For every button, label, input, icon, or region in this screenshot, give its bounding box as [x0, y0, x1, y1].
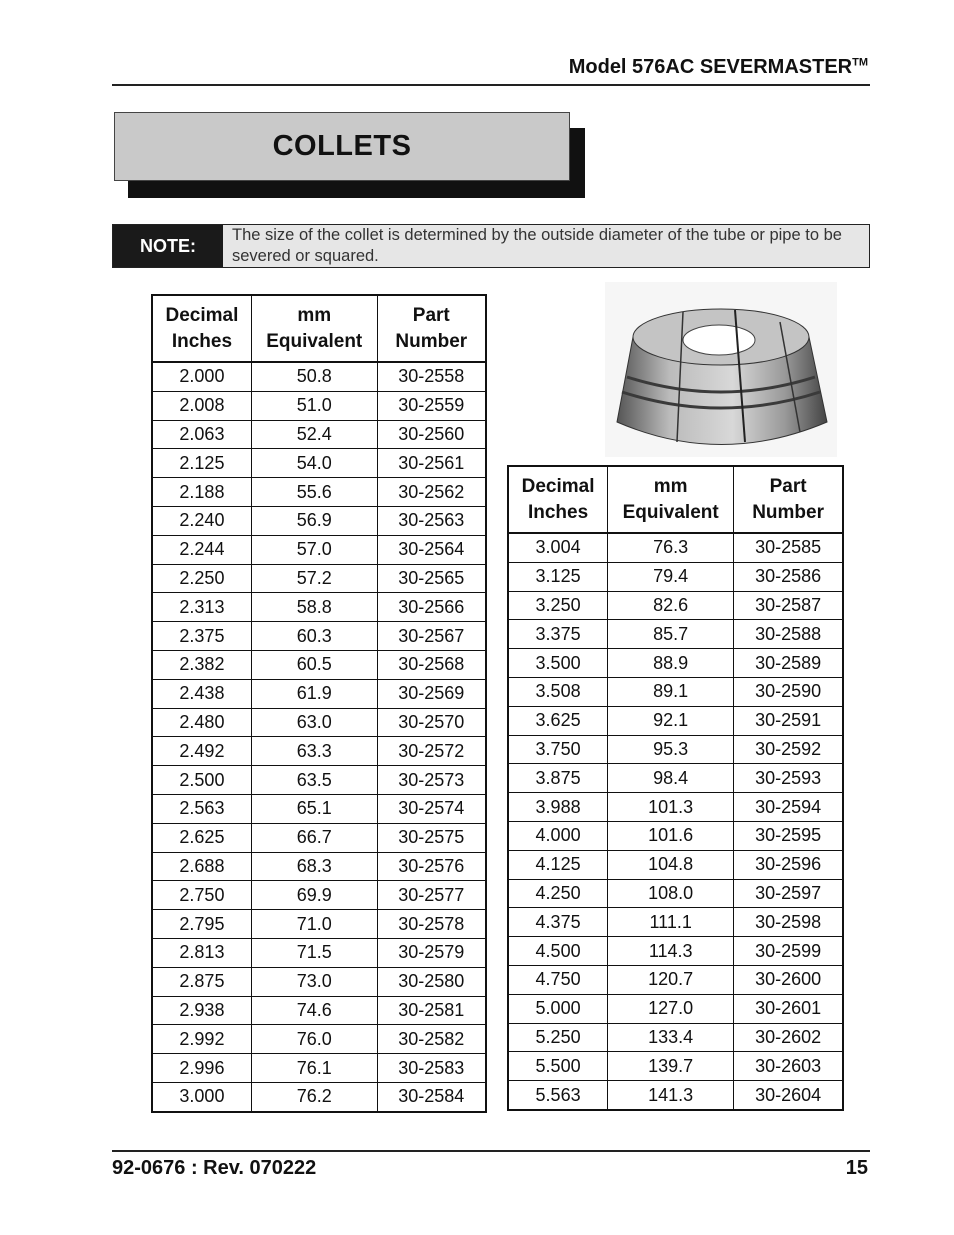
cell-part-number: 30-2577 — [377, 881, 486, 910]
cell-decimal-inches: 3.125 — [508, 562, 608, 591]
cell-part-number: 30-2595 — [734, 821, 843, 850]
cell-decimal-inches: 2.375 — [152, 622, 251, 651]
cell-part-number: 30-2586 — [734, 562, 843, 591]
cell-decimal-inches: 3.000 — [152, 1082, 251, 1111]
doc-number: 92-0676 : Rev. 070222 — [112, 1157, 317, 1179]
cell-mm-equivalent: 104.8 — [608, 850, 734, 879]
cell-decimal-inches: 3.625 — [508, 706, 608, 735]
cell-mm-equivalent: 73.0 — [251, 967, 377, 996]
col-header-decimal: Decimal Inches — [152, 295, 251, 362]
cell-part-number: 30-2585 — [734, 533, 843, 562]
cell-part-number: 30-2575 — [377, 823, 486, 852]
table-row — [508, 965, 843, 994]
collet-icon — [605, 282, 837, 457]
table-row — [508, 850, 843, 879]
cell-part-number: 30-2584 — [377, 1082, 486, 1111]
cell-part-number: 30-2592 — [734, 735, 843, 764]
cell-decimal-inches: 2.492 — [152, 737, 251, 766]
table-row — [152, 996, 486, 1025]
table-row — [508, 591, 843, 620]
cell-mm-equivalent: 88.9 — [608, 649, 734, 678]
cell-decimal-inches: 2.000 — [152, 362, 251, 391]
cell-decimal-inches: 3.508 — [508, 677, 608, 706]
cell-decimal-inches: 2.250 — [152, 564, 251, 593]
header-title — [569, 56, 868, 79]
table-row — [152, 478, 486, 507]
table-row — [508, 1081, 843, 1110]
table-row — [152, 766, 486, 795]
cell-mm-equivalent: 79.4 — [608, 562, 734, 591]
cell-mm-equivalent: 133.4 — [608, 1023, 734, 1052]
cell-decimal-inches: 2.438 — [152, 679, 251, 708]
cell-part-number: 30-2580 — [377, 967, 486, 996]
cell-part-number: 30-2589 — [734, 649, 843, 678]
cell-mm-equivalent: 111.1 — [608, 908, 734, 937]
table-row — [508, 649, 843, 678]
cell-mm-equivalent: 139.7 — [608, 1052, 734, 1081]
cell-decimal-inches: 3.875 — [508, 764, 608, 793]
cell-decimal-inches: 4.250 — [508, 879, 608, 908]
cell-mm-equivalent: 69.9 — [251, 881, 377, 910]
cell-part-number: 30-2594 — [734, 793, 843, 822]
cell-decimal-inches: 3.375 — [508, 620, 608, 649]
table-row — [152, 650, 486, 679]
cell-decimal-inches: 2.313 — [152, 593, 251, 622]
cell-mm-equivalent: 89.1 — [608, 677, 734, 706]
cell-decimal-inches: 2.480 — [152, 708, 251, 737]
table-row — [508, 706, 843, 735]
table-row — [508, 879, 843, 908]
cell-mm-equivalent: 66.7 — [251, 823, 377, 852]
cell-mm-equivalent: 56.9 — [251, 506, 377, 535]
col-header-part: Part Number — [377, 295, 486, 362]
cell-part-number: 30-2590 — [734, 677, 843, 706]
col-header-decimal: Decimal Inches — [508, 466, 608, 533]
cell-decimal-inches: 3.500 — [508, 649, 608, 678]
table-row — [152, 967, 486, 996]
cell-part-number: 30-2596 — [734, 850, 843, 879]
note-box — [112, 224, 870, 268]
cell-mm-equivalent: 76.2 — [251, 1082, 377, 1111]
cell-mm-equivalent: 50.8 — [251, 362, 377, 391]
cell-mm-equivalent: 98.4 — [608, 764, 734, 793]
cell-part-number: 30-2558 — [377, 362, 486, 391]
cell-decimal-inches: 5.563 — [508, 1081, 608, 1110]
cell-part-number: 30-2603 — [734, 1052, 843, 1081]
cell-part-number: 30-2570 — [377, 708, 486, 737]
cell-decimal-inches: 2.244 — [152, 535, 251, 564]
cell-mm-equivalent: 85.7 — [608, 620, 734, 649]
model-name: Model 576AC SEVERMASTER — [568, 56, 853, 78]
cell-part-number: 30-2565 — [377, 564, 486, 593]
section-title: COLLETS — [272, 130, 412, 162]
cell-decimal-inches: 2.996 — [152, 1054, 251, 1083]
cell-mm-equivalent: 57.2 — [251, 564, 377, 593]
cell-decimal-inches: 2.813 — [152, 938, 251, 967]
table-row — [152, 708, 486, 737]
table-row — [152, 881, 486, 910]
cell-part-number: 30-2597 — [734, 879, 843, 908]
table-header-row — [508, 466, 843, 533]
cell-decimal-inches: 2.382 — [152, 650, 251, 679]
col-header-mm: mm Equivalent — [251, 295, 377, 362]
cell-decimal-inches: 2.938 — [152, 996, 251, 1025]
table-row — [152, 794, 486, 823]
cell-part-number: 30-2560 — [377, 420, 486, 449]
table-row — [508, 821, 843, 850]
cell-mm-equivalent: 58.8 — [251, 593, 377, 622]
table-row — [152, 622, 486, 651]
cell-decimal-inches: 2.688 — [152, 852, 251, 881]
cell-mm-equivalent: 76.3 — [608, 533, 734, 562]
cell-mm-equivalent: 54.0 — [251, 449, 377, 478]
cell-part-number: 30-2600 — [734, 965, 843, 994]
collet-table-right — [507, 465, 844, 1111]
cell-part-number: 30-2562 — [377, 478, 486, 507]
cell-part-number: 30-2583 — [377, 1054, 486, 1083]
cell-part-number: 30-2602 — [734, 1023, 843, 1052]
cell-part-number: 30-2564 — [377, 535, 486, 564]
cell-part-number: 30-2579 — [377, 938, 486, 967]
table-row — [152, 679, 486, 708]
cell-decimal-inches: 2.750 — [152, 881, 251, 910]
table-row — [508, 908, 843, 937]
cell-decimal-inches: 2.125 — [152, 449, 251, 478]
table-row — [508, 764, 843, 793]
cell-part-number: 30-2559 — [377, 391, 486, 420]
collet-photo — [605, 282, 837, 457]
cell-mm-equivalent: 52.4 — [251, 420, 377, 449]
table-row — [152, 391, 486, 420]
cell-decimal-inches: 4.750 — [508, 965, 608, 994]
cell-part-number: 30-2598 — [734, 908, 843, 937]
cell-part-number: 30-2604 — [734, 1081, 843, 1110]
table-row — [508, 677, 843, 706]
cell-decimal-inches: 2.992 — [152, 1025, 251, 1054]
table-row — [508, 937, 843, 966]
table-row — [152, 1025, 486, 1054]
table-row — [152, 1054, 486, 1083]
cell-decimal-inches: 2.875 — [152, 967, 251, 996]
cell-decimal-inches: 4.375 — [508, 908, 608, 937]
cell-mm-equivalent: 76.0 — [251, 1025, 377, 1054]
cell-decimal-inches: 2.063 — [152, 420, 251, 449]
cell-decimal-inches: 2.008 — [152, 391, 251, 420]
page-number: 15 — [845, 1157, 868, 1179]
cell-part-number: 30-2582 — [377, 1025, 486, 1054]
header-rule — [112, 84, 870, 86]
cell-mm-equivalent: 92.1 — [608, 706, 734, 735]
cell-decimal-inches: 3.250 — [508, 591, 608, 620]
cell-part-number: 30-2588 — [734, 620, 843, 649]
cell-mm-equivalent: 101.6 — [608, 821, 734, 850]
cell-decimal-inches: 4.125 — [508, 850, 608, 879]
note-label: NOTE: — [113, 225, 223, 267]
cell-part-number: 30-2593 — [734, 764, 843, 793]
cell-mm-equivalent: 71.5 — [251, 938, 377, 967]
cell-mm-equivalent: 63.5 — [251, 766, 377, 795]
table-row — [152, 938, 486, 967]
table-row — [508, 994, 843, 1023]
cell-decimal-inches: 4.000 — [508, 821, 608, 850]
cell-mm-equivalent: 60.3 — [251, 622, 377, 651]
cell-mm-equivalent: 65.1 — [251, 794, 377, 823]
cell-mm-equivalent: 76.1 — [251, 1054, 377, 1083]
cell-mm-equivalent: 71.0 — [251, 910, 377, 939]
cell-part-number: 30-2581 — [377, 996, 486, 1025]
cell-mm-equivalent: 63.0 — [251, 708, 377, 737]
table-row — [152, 852, 486, 881]
cell-part-number: 30-2567 — [377, 622, 486, 651]
cell-decimal-inches: 5.000 — [508, 994, 608, 1023]
cell-mm-equivalent: 68.3 — [251, 852, 377, 881]
cell-mm-equivalent: 51.0 — [251, 391, 377, 420]
trademark: TM — [852, 56, 868, 69]
cell-mm-equivalent: 60.5 — [251, 650, 377, 679]
cell-decimal-inches: 3.988 — [508, 793, 608, 822]
cell-mm-equivalent: 55.6 — [251, 478, 377, 507]
cell-decimal-inches: 3.750 — [508, 735, 608, 764]
cell-mm-equivalent: 141.3 — [608, 1081, 734, 1110]
table-row — [508, 1023, 843, 1052]
cell-decimal-inches: 4.500 — [508, 937, 608, 966]
cell-part-number: 30-2574 — [377, 794, 486, 823]
table-row — [152, 910, 486, 939]
section-title-box — [114, 112, 570, 181]
cell-part-number: 30-2569 — [377, 679, 486, 708]
cell-part-number: 30-2561 — [377, 449, 486, 478]
cell-decimal-inches: 3.004 — [508, 533, 608, 562]
table-row — [152, 535, 486, 564]
table-row — [152, 506, 486, 535]
table-row — [152, 823, 486, 852]
cell-mm-equivalent: 95.3 — [608, 735, 734, 764]
cell-decimal-inches: 2.625 — [152, 823, 251, 852]
cell-mm-equivalent: 82.6 — [608, 591, 734, 620]
cell-mm-equivalent: 101.3 — [608, 793, 734, 822]
cell-part-number: 30-2573 — [377, 766, 486, 795]
cell-part-number: 30-2599 — [734, 937, 843, 966]
cell-decimal-inches: 2.188 — [152, 478, 251, 507]
cell-mm-equivalent: 57.0 — [251, 535, 377, 564]
table-header-row — [152, 295, 486, 362]
table-row — [152, 420, 486, 449]
cell-mm-equivalent: 61.9 — [251, 679, 377, 708]
cell-decimal-inches: 2.500 — [152, 766, 251, 795]
cell-decimal-inches: 2.563 — [152, 794, 251, 823]
cell-part-number: 30-2566 — [377, 593, 486, 622]
table-row — [508, 533, 843, 562]
table-row — [152, 564, 486, 593]
cell-part-number: 30-2563 — [377, 506, 486, 535]
table-row — [508, 1052, 843, 1081]
cell-part-number: 30-2601 — [734, 994, 843, 1023]
cell-part-number: 30-2578 — [377, 910, 486, 939]
footer-rule — [112, 1150, 870, 1152]
table-row — [508, 735, 843, 764]
collet-table-left — [151, 294, 487, 1113]
table-row — [152, 1082, 486, 1111]
col-header-part: Part Number — [734, 466, 843, 533]
cell-part-number: 30-2587 — [734, 591, 843, 620]
table-row — [152, 737, 486, 766]
cell-part-number: 30-2572 — [377, 737, 486, 766]
cell-mm-equivalent: 127.0 — [608, 994, 734, 1023]
table-row — [508, 562, 843, 591]
col-header-mm: mm Equivalent — [608, 466, 734, 533]
cell-mm-equivalent: 108.0 — [608, 879, 734, 908]
cell-mm-equivalent: 63.3 — [251, 737, 377, 766]
table-row — [508, 793, 843, 822]
cell-part-number: 30-2568 — [377, 650, 486, 679]
cell-decimal-inches: 2.795 — [152, 910, 251, 939]
cell-mm-equivalent: 114.3 — [608, 937, 734, 966]
cell-part-number: 30-2576 — [377, 852, 486, 881]
cell-decimal-inches: 2.240 — [152, 506, 251, 535]
cell-decimal-inches: 5.500 — [508, 1052, 608, 1081]
table-row — [508, 620, 843, 649]
cell-part-number: 30-2591 — [734, 706, 843, 735]
table-row — [152, 593, 486, 622]
table-row — [152, 362, 486, 391]
cell-mm-equivalent: 120.7 — [608, 965, 734, 994]
cell-mm-equivalent: 74.6 — [251, 996, 377, 1025]
table-row — [152, 449, 486, 478]
cell-decimal-inches: 5.250 — [508, 1023, 608, 1052]
note-text: The size of the collet is determined by the outside diameter of the tube or pipe to be severed or squared. — [232, 226, 842, 265]
